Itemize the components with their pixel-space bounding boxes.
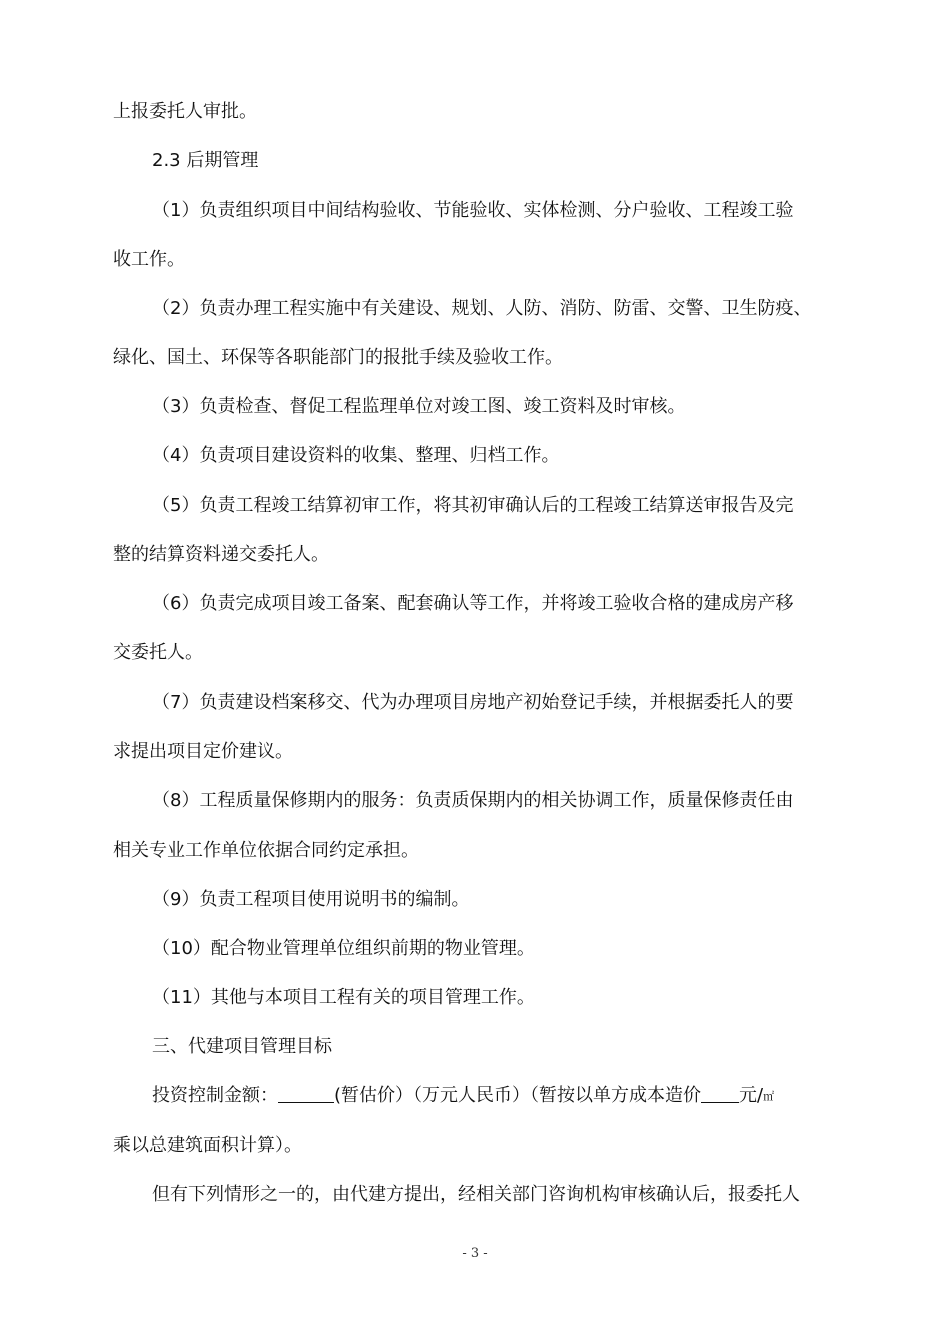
paragraph-line: 乘以总建筑面积计算）。 <box>113 1135 302 1156</box>
investment-amount-line <box>152 1083 842 1110</box>
paragraph-line: 绿化、国土、环保等各职能部门的报批手续及验收工作。 <box>113 347 563 368</box>
paragraph-line: （4）负责项目建设资料的收集、整理、归档工作。 <box>152 445 560 466</box>
amount-blank <box>278 1084 334 1103</box>
paragraph-line: （8）工程质量保修期内的服务：负责质保期内的相关协调工作，质量保修责任由 <box>152 790 794 811</box>
paragraph-line: （11）其他与本项目工程有关的项目管理工作。 <box>152 987 535 1008</box>
paragraph-line: （6）负责完成项目竣工备案、配套确认等工作，并将竣工验收合格的建成房产移 <box>152 593 794 614</box>
paragraph-line: （10）配合物业管理单位组织前期的物业管理。 <box>152 938 535 959</box>
section-heading-3: 三、代建项目管理目标 <box>152 1036 332 1057</box>
unit-label: 元/ <box>739 1085 764 1106</box>
page-number: - 3 - <box>462 1246 488 1261</box>
section-heading-2-3: 2.3 后期管理 <box>152 150 259 171</box>
square-meter-unit: ㎡ <box>763 1090 775 1103</box>
paragraph-line: （9）负责工程项目使用说明书的编制。 <box>152 889 470 910</box>
paragraph-line: 交委托人。 <box>113 642 203 663</box>
paragraph-line: 整的结算资料递交委托人。 <box>113 544 329 565</box>
paragraph-line: 收工作。 <box>113 249 185 270</box>
paragraph-line: （5）负责工程竣工结算初审工作，将其初审确认后的工程竣工结算送审报告及完 <box>152 495 794 516</box>
paragraph-line: （1）负责组织项目中间结构验收、节能验收、实体检测、分户验收、工程竣工验 <box>152 200 794 221</box>
paragraph-line: 但有下列情形之一的，由代建方提出，经相关部门咨询机构审核确认后，报委托人 <box>152 1184 800 1205</box>
paragraph-line: 相关专业工作单位依据合同约定承担。 <box>113 840 419 861</box>
paragraph-line: 上报委托人审批。 <box>113 101 257 122</box>
paragraph-line: 求提出项目定价建议。 <box>113 741 293 762</box>
investment-label: 投资控制金额： <box>152 1085 278 1106</box>
paragraph-line: （2）负责办理工程实施中有关建设、规划、人防、消防、防雷、交警、卫生防疫、 <box>152 298 812 319</box>
investment-text: (暂估价）（万元人民币）（暂按以单方成本造价 <box>334 1085 702 1106</box>
paragraph-line: （7）负责建设档案移交、代为办理项目房地产初始登记手续，并根据委托人的要 <box>152 692 794 713</box>
unit-cost-blank <box>701 1084 739 1103</box>
paragraph-line: （3）负责检查、督促工程监理单位对竣工图、竣工资料及时审核。 <box>152 396 686 417</box>
